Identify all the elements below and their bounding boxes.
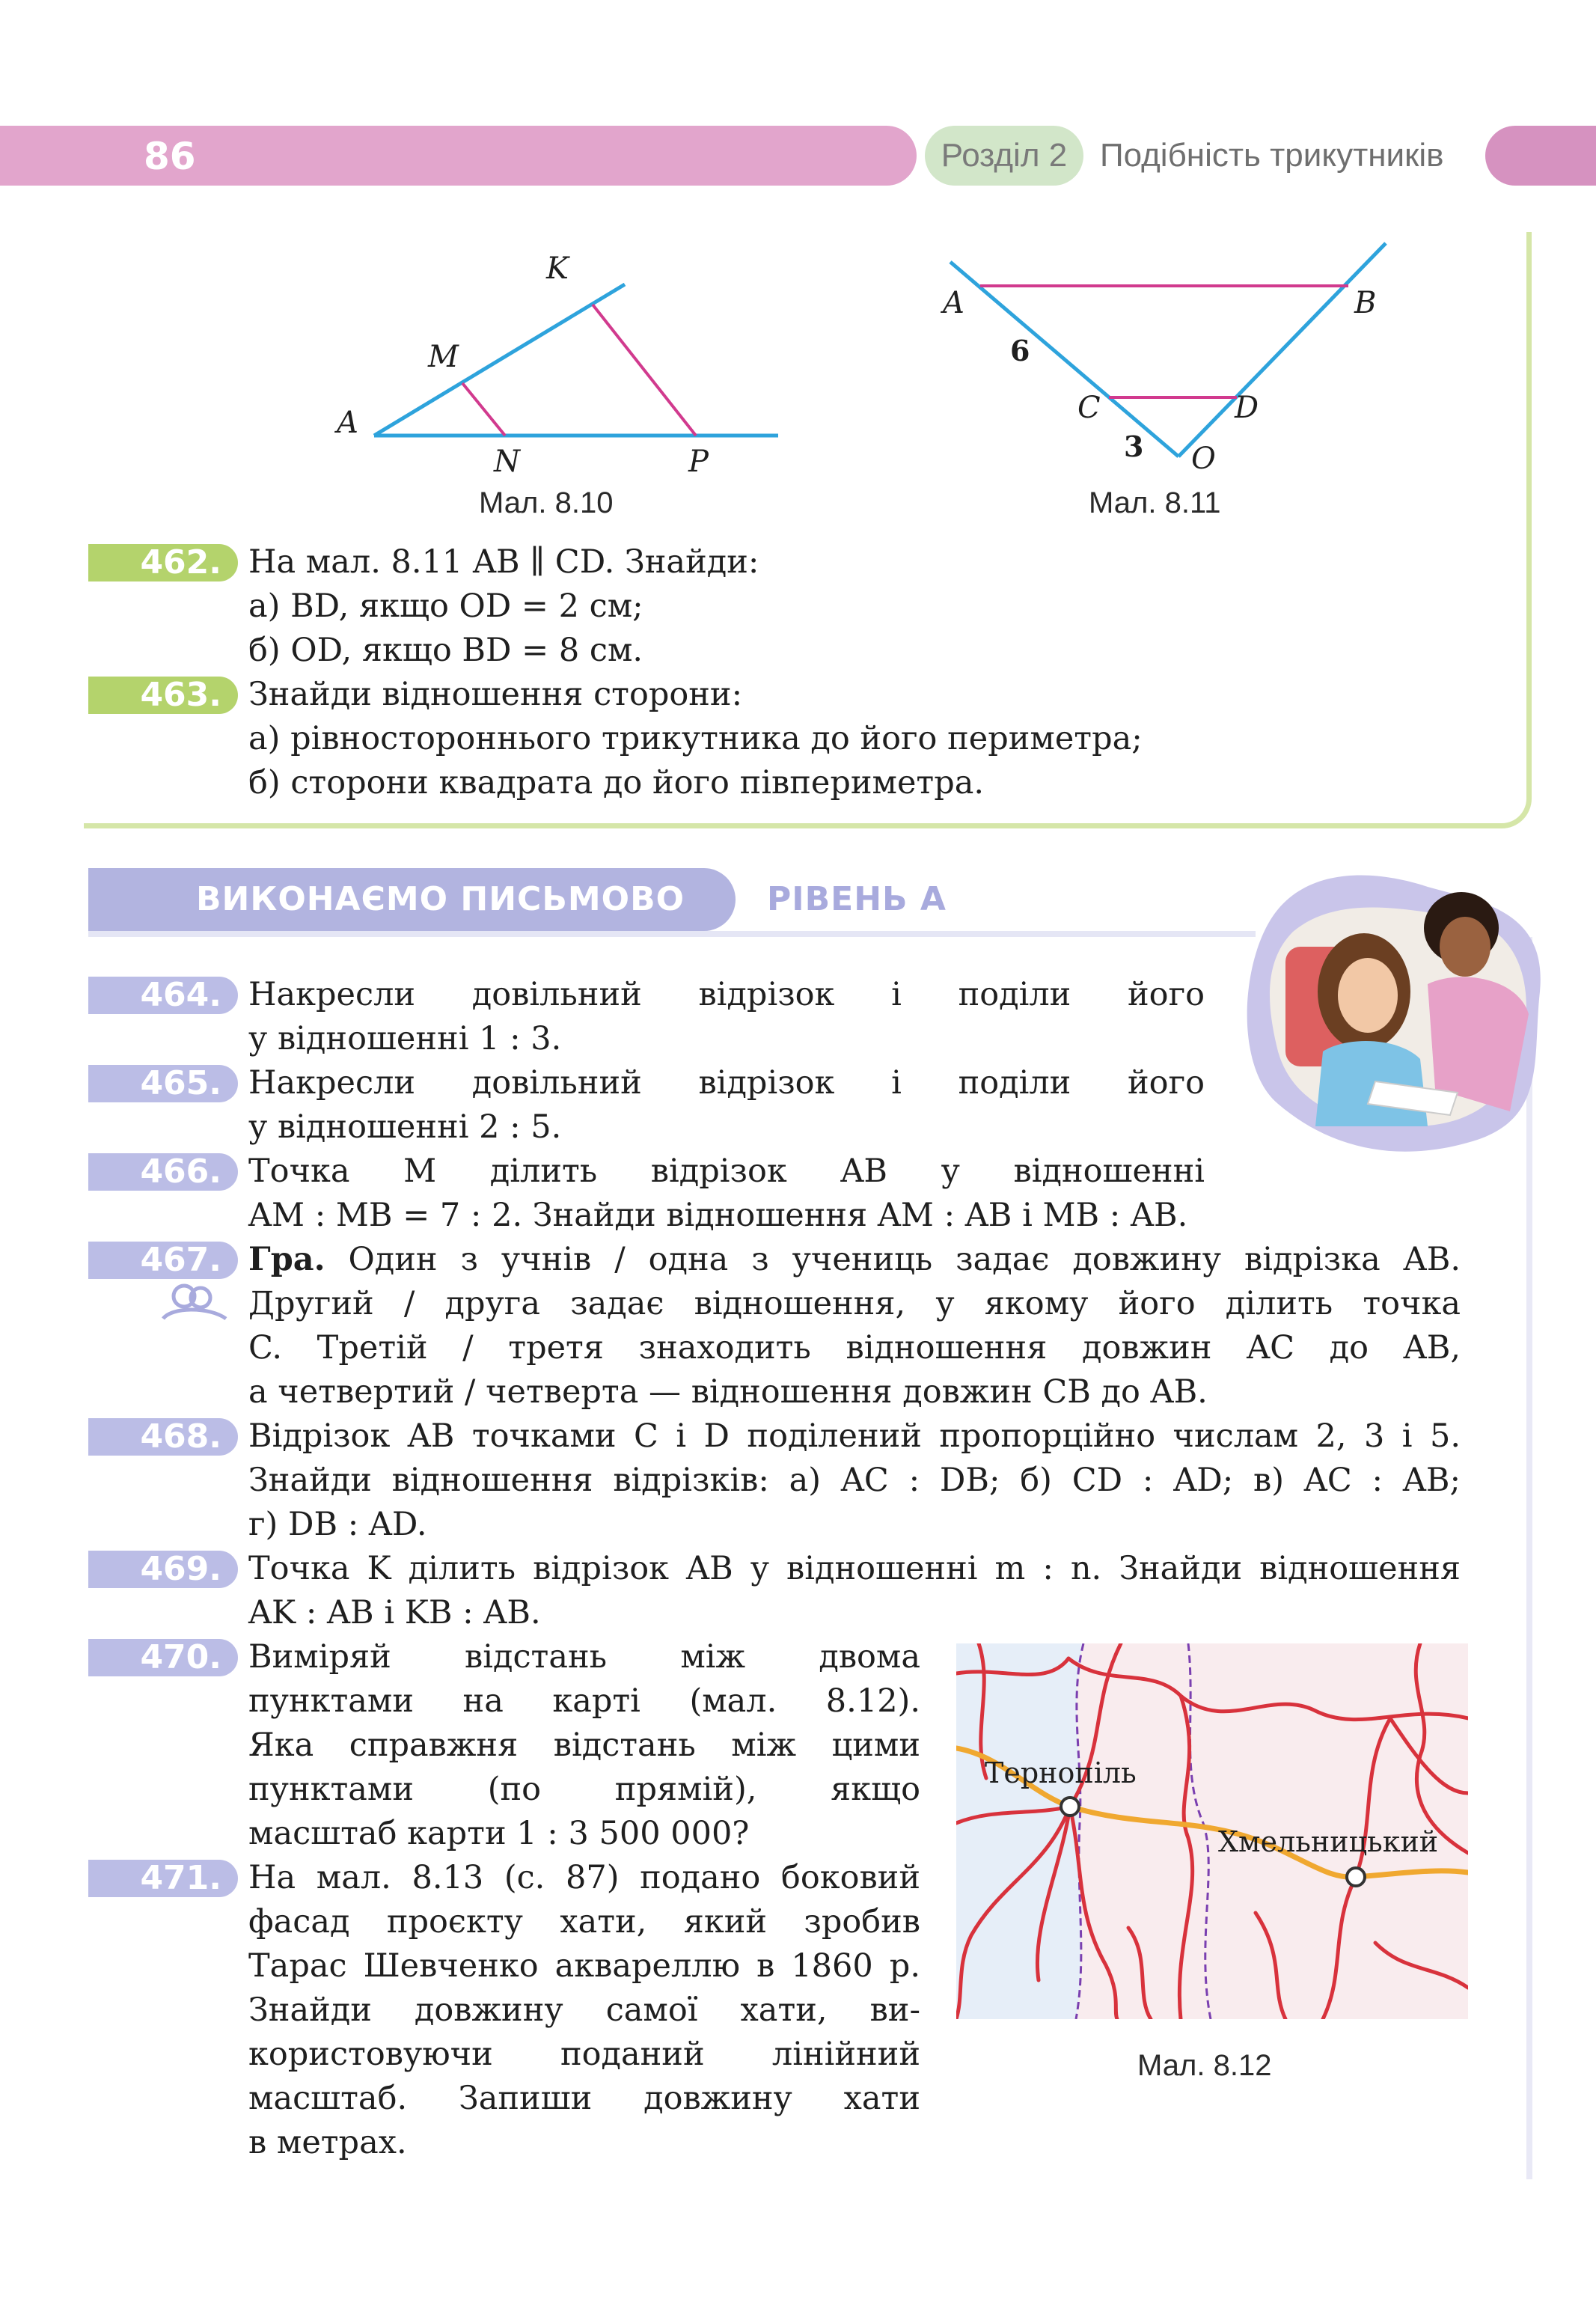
chapter-title: Подібність трикутників (1100, 137, 1444, 174)
header-bar (0, 126, 917, 186)
task-470-line-5: масштаб карти 1 : 3 500 000? (248, 1815, 750, 1852)
task-470-line-3: Яка справжня відстань між цими (248, 1727, 920, 1764)
task-number-465: 465. (88, 1065, 238, 1102)
task-467-line-1-text: Один з учнів / одна з учениць задає довжину відрізка AB. (325, 1241, 1461, 1278)
caption-8-11: Мал. 8.11 (1089, 486, 1221, 519)
task-471-line-6: масштаб. Запиши довжину хати (248, 2080, 920, 2117)
section-level: РІВЕНЬ А (767, 880, 947, 918)
point-a-label: A (337, 406, 358, 440)
task-470-line-1: Виміряй відстань між двома (248, 1638, 920, 1676)
task-467-line-1 (248, 1238, 1461, 1282)
task-number-466: 466. (88, 1153, 238, 1191)
task-468-line-3: г) DB : AD. (248, 1506, 427, 1543)
task-462-line-1: На мал. 8.11 AB ∥ CD. Знайди: (248, 543, 759, 581)
task-465-line-1: Накресли довільний відрізок і поділи його (248, 1064, 1205, 1102)
task-number-462: 462. (88, 544, 238, 581)
task-466-line-1: Точка M ділить відрізок AB у відношенні (248, 1153, 1205, 1190)
point-m-label: M (428, 340, 459, 374)
city-ternopil-label: Тернопіль (985, 1756, 1137, 1789)
task-465-line-2: у відношенні 2 : 5. (248, 1108, 562, 1146)
task-number-471: 471. (88, 1860, 238, 1897)
point-d-label: D (1235, 391, 1259, 425)
task-number-469: 469. (88, 1551, 238, 1588)
task-463-line-3: б) сторони квадрата до його півпериметра. (248, 764, 985, 802)
task-number-470: 470. (88, 1639, 238, 1676)
game-label: Гра. (248, 1241, 325, 1278)
segment-ac-label: 6 (1010, 334, 1030, 367)
point-p-label: P (688, 445, 709, 479)
task-number-464: 464. (88, 977, 238, 1014)
task-464-line-2: у відношенні 1 : 3. (248, 1020, 562, 1057)
task-463-line-1: Знайди відношення сторони: (248, 676, 743, 713)
map-8-12 (956, 1643, 1468, 2019)
caption-8-10: Мал. 8.10 (479, 486, 614, 519)
page-number: 86 (144, 135, 196, 178)
task-468-line-2: Знайди відношення відрізків: а) AC : DB; б) CD : AD; в) AC : AB; (248, 1462, 1461, 1499)
task-470-line-2: пунктами на карті (мал. 8.12). (248, 1682, 920, 1720)
task-467-line-4: а четвертий / четверта — відношення довжин CB до AB. (248, 1373, 1208, 1411)
point-b-label: B (1354, 286, 1377, 320)
task-471-line-1: На мал. 8.13 (с. 87) подано боковий (248, 1859, 920, 1896)
task-467-line-2: Другий / друга задає відношення, у якому його ділить точка (248, 1285, 1461, 1322)
header-end-tab (1485, 126, 1596, 186)
task-469-line-2: AK : AB і KB : AB. (248, 1594, 541, 1631)
point-c-label: C (1077, 391, 1101, 425)
task-471-line-7: в метрах. (248, 2124, 407, 2161)
task-464-line-1: Накресли довільний відрізок і поділи його (248, 976, 1205, 1013)
task-number-467: 467. (88, 1242, 238, 1279)
city-khmelnytskyi-label: Хмельницький (1218, 1825, 1439, 1858)
figure-8-10 (322, 254, 801, 501)
caption-8-12: Мал. 8.12 (1137, 2049, 1272, 2082)
task-462-line-2: а) BD, якщо OD = 2 см; (248, 587, 643, 625)
point-n-label: N (494, 445, 520, 479)
chapter-label: Розділ 2 (941, 137, 1068, 174)
students-photo (1233, 864, 1547, 1156)
task-467-line-3: C. Третій / третя знаходить відношення довжин AC до AB, (248, 1329, 1461, 1367)
segment-co-label: 3 (1124, 430, 1144, 463)
task-471-line-4: Знайди довжину самої хати, ви- (248, 1991, 920, 2029)
task-463-line-2: а) рівностороннього трикутника до його периметра; (248, 720, 1143, 757)
point-o-label: O (1191, 442, 1216, 476)
section-rule (88, 931, 1256, 937)
point-k-label: K (546, 254, 569, 286)
task-471-line-5: користовуючи поданий лінійний (248, 2036, 920, 2073)
task-471-line-3: Тарас Шевченко аквареллю в 1860 р. (248, 1947, 920, 1985)
task-469-line-1: Точка K ділить відрізок AB у відношенні m : n. Знайди відношення (248, 1550, 1461, 1587)
task-number-468: 468. (88, 1418, 238, 1456)
figure-8-11 (928, 232, 1407, 486)
point-a-label: A (943, 286, 964, 320)
pair-work-icon (157, 1281, 232, 1323)
task-462-line-3: б) OD, якщо BD = 8 см. (248, 632, 643, 669)
task-number-463: 463. (88, 677, 238, 714)
task-470-line-4: пунктами (по прямій), якщо (248, 1771, 920, 1808)
task-466-line-2: AM : MB = 7 : 2. Знайди відношення AM : AB і MB : AB. (248, 1197, 1188, 1234)
section-title: ВИКОНАЄМО ПИСЬМОВО (196, 880, 685, 918)
task-471-line-2: фасад проєкту хати, який зробив (248, 1903, 920, 1941)
task-468-line-1: Відрізок AB точками C і D поділений пропорційно числам 2, 3 і 5. (248, 1417, 1461, 1455)
